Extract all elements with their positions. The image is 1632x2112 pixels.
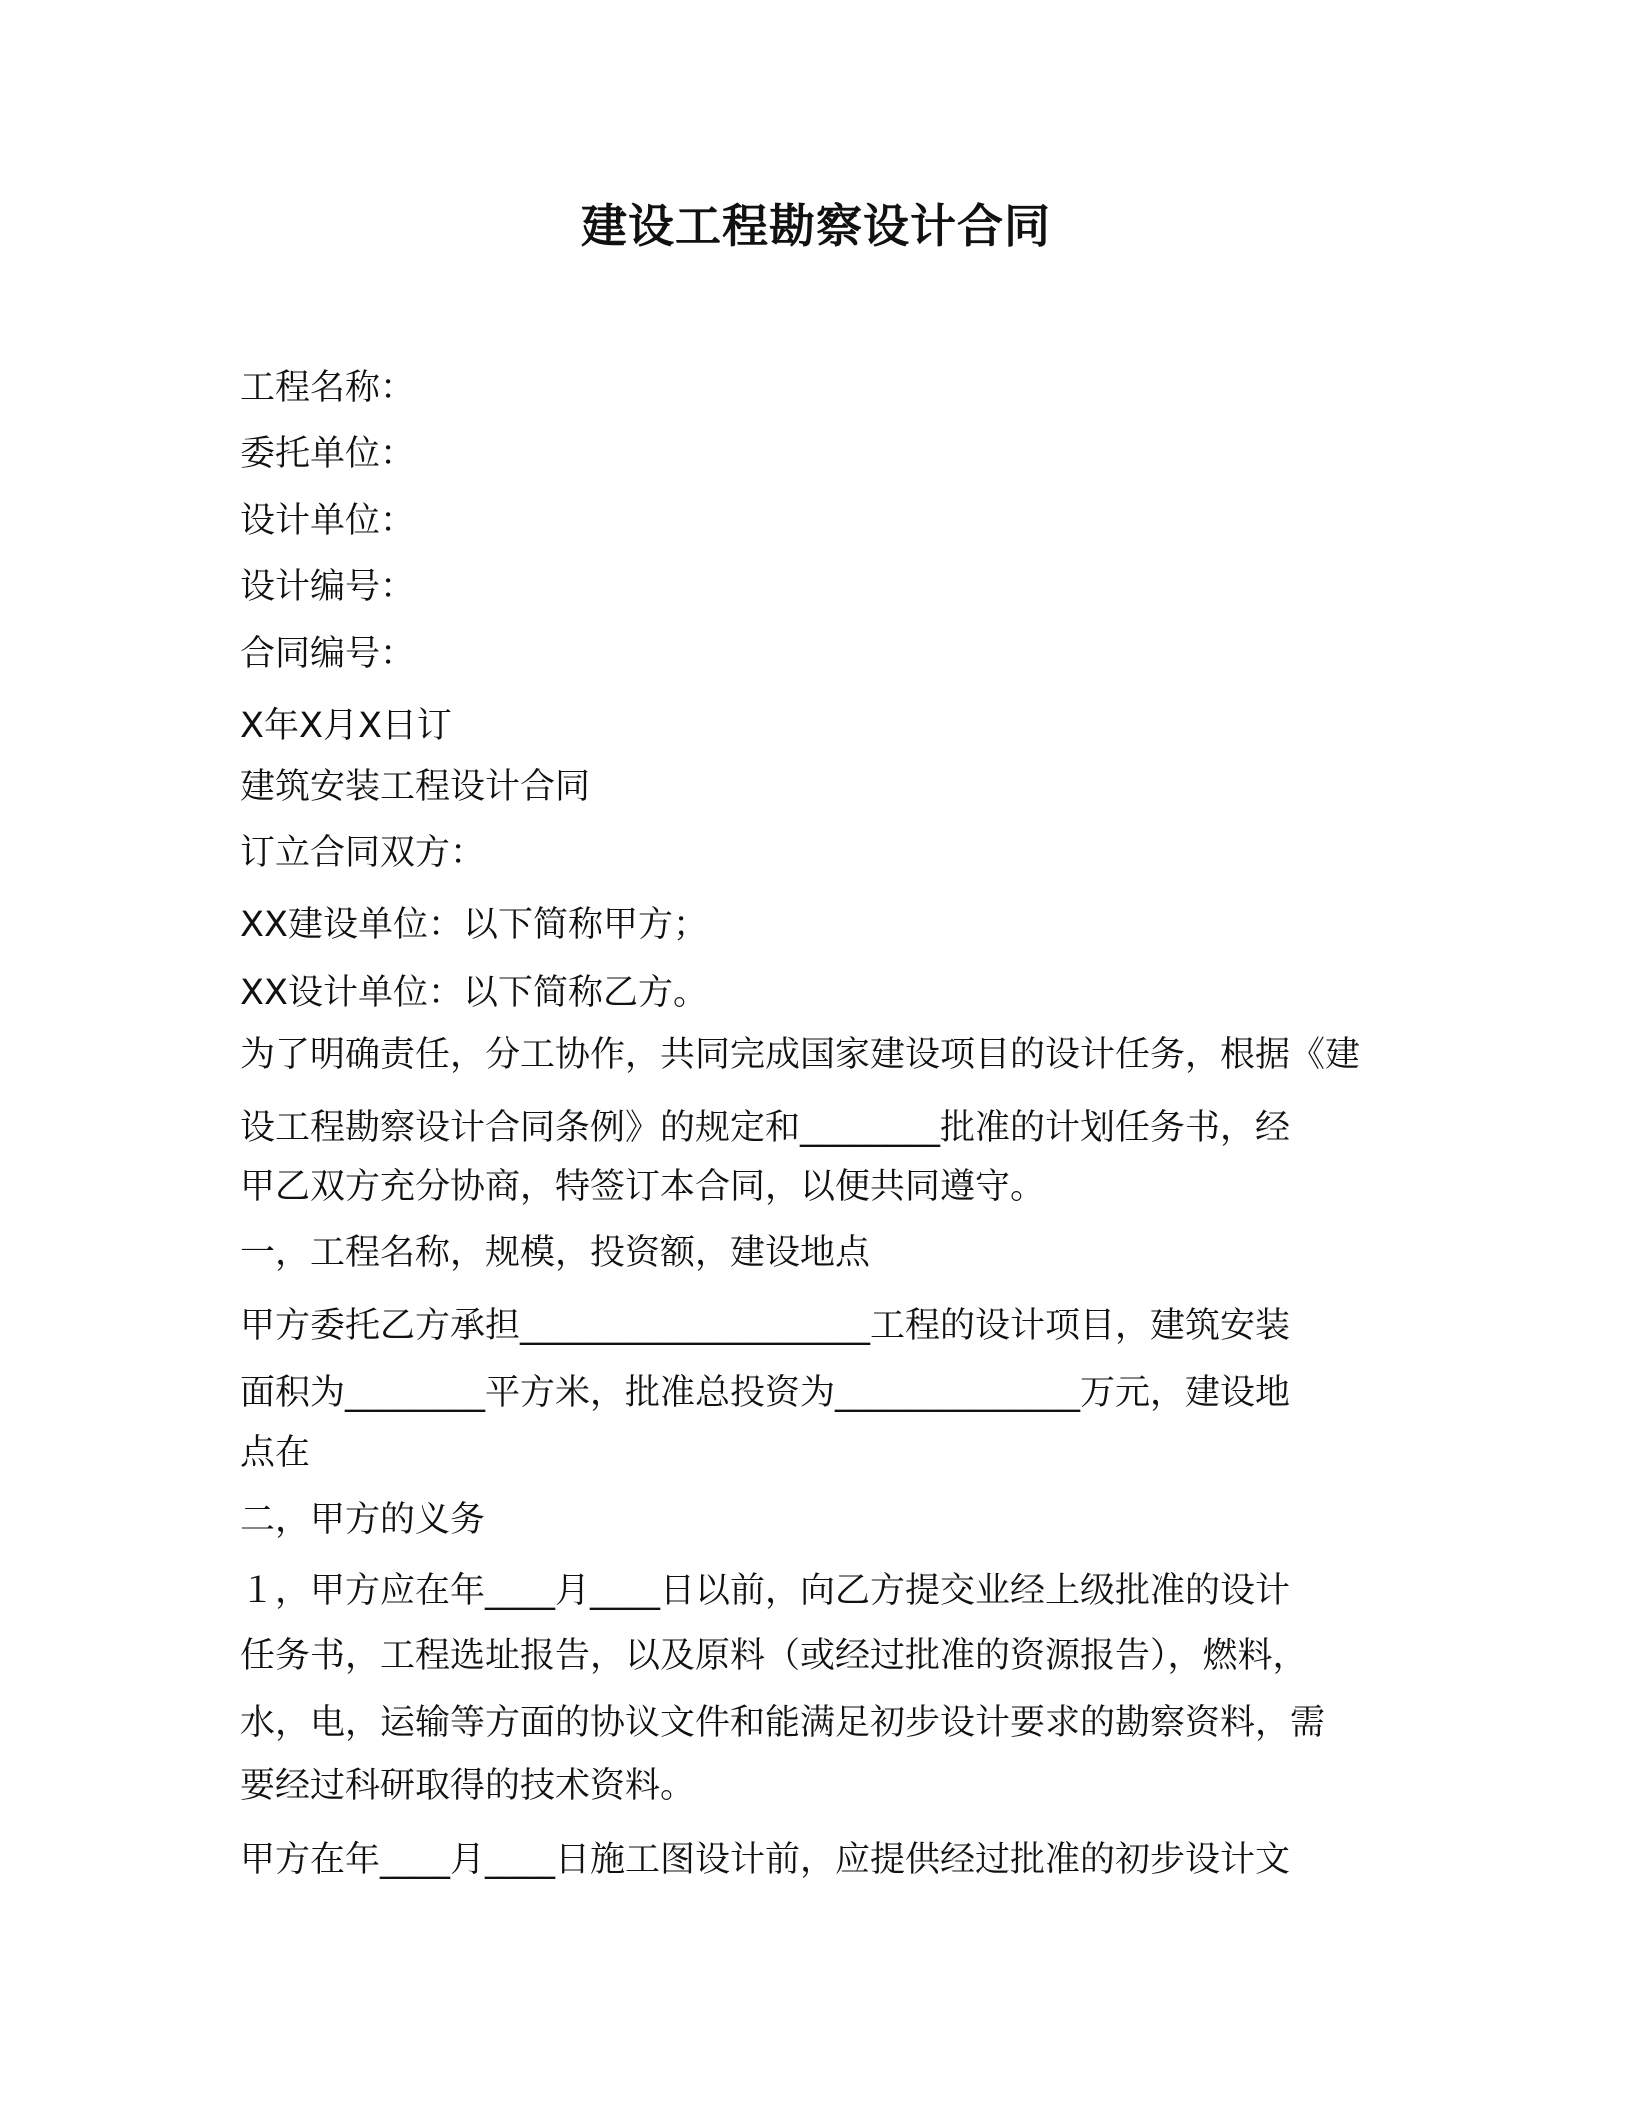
paragraph-line: 甲方委托乙方承担____________________工程的设计项目，建筑安装 <box>240 1306 1291 1346</box>
document-title: 建设工程勘察设计合同 <box>581 199 1051 253</box>
sign-date: X年X月X日订 <box>240 706 452 746</box>
paragraph-line: 任务书，工程选址报告，以及原料（或经过批准的资源报告），燃料， <box>240 1636 1308 1676</box>
section-heading-1: 一，工程名称，规模，投资额，建设地点 <box>240 1233 871 1273</box>
paragraph-line: 甲乙双方充分协商，特签订本合同，以便共同遵守。 <box>240 1167 1046 1207</box>
parties-heading: 订立合同双方： <box>240 833 486 873</box>
party-b: XX设计单位：以下简称乙方。 <box>240 973 708 1013</box>
contract-subtitle: 建筑安装工程设计合同 <box>240 767 591 807</box>
paragraph-line: 设工程勘察设计合同条例》的规定和________批准的计划任务书，经 <box>240 1108 1291 1148</box>
field-contract-number: 合同编号： <box>240 634 416 674</box>
field-design-number: 设计编号： <box>240 567 416 607</box>
paragraph-line: 点在 <box>240 1433 311 1473</box>
paragraph-line: 面积为________平方米，批准总投资为______________万元，建设地 <box>240 1373 1291 1413</box>
section-heading-2: 二，甲方的义务 <box>240 1500 486 1540</box>
field-project-name: 工程名称： <box>240 368 416 408</box>
paragraph-line: 为了明确责任，分工协作，共同完成国家建设项目的设计任务，根据《建 <box>240 1035 1361 1075</box>
party-a: XX建设单位：以下简称甲方； <box>240 905 708 945</box>
paragraph-line: 甲方在年____月____日施工图设计前，应提供经过批准的初步设计文 <box>240 1840 1291 1880</box>
field-client-unit: 委托单位： <box>240 434 416 474</box>
paragraph-line: 要经过科研取得的技术资料。 <box>240 1766 696 1806</box>
paragraph-line: １，甲方应在年____月____日以前，向乙方提交业经上级批准的设计 <box>240 1571 1291 1611</box>
field-design-unit: 设计单位： <box>240 501 416 541</box>
paragraph-line: 水，电，运输等方面的协议文件和能满足初步设计要求的勘察资料，需 <box>240 1703 1326 1743</box>
